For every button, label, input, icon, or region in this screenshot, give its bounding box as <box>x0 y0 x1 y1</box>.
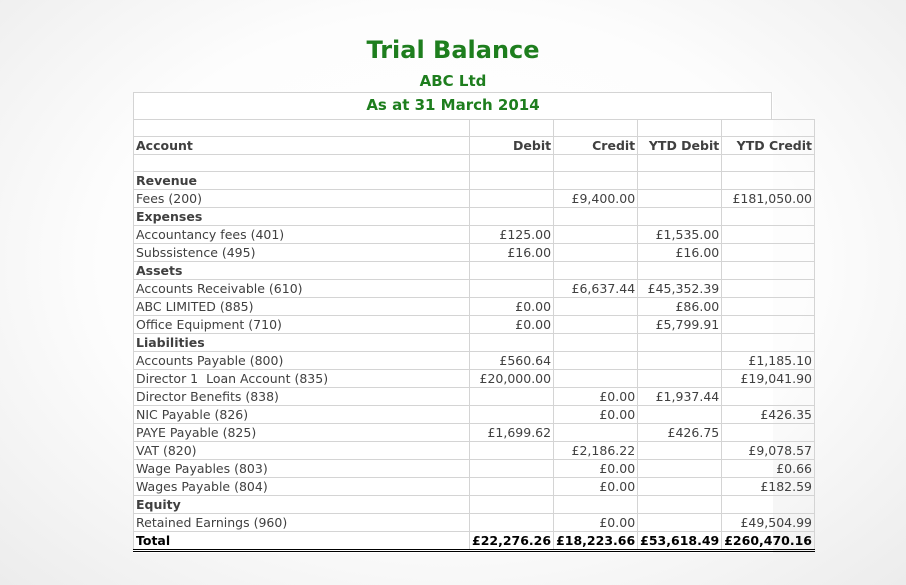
table-cell <box>722 208 815 226</box>
total-label: Total <box>134 532 470 551</box>
credit-cell <box>554 352 638 370</box>
ytd-credit-cell: £9,078.57 <box>722 442 815 460</box>
ytd-debit-cell <box>638 352 722 370</box>
account-cell: Accountancy fees (401) <box>134 226 470 244</box>
table-row <box>134 316 815 334</box>
credit-cell <box>554 424 638 442</box>
table-cell <box>554 172 638 190</box>
report-title: Trial Balance <box>366 36 540 64</box>
blank-row <box>134 155 815 172</box>
debit-cell: £560.64 <box>470 352 554 370</box>
section-heading: Expenses <box>134 208 470 226</box>
account-cell: NIC Payable (826) <box>134 406 470 424</box>
table-cell <box>554 334 638 352</box>
ytd-credit-cell: £182.59 <box>722 478 815 496</box>
report-period: As at 31 March 2014 <box>366 96 540 114</box>
credit-cell: £9,400.00 <box>554 190 638 208</box>
table-cell <box>470 120 554 137</box>
ytd-debit-cell: £1,535.00 <box>638 226 722 244</box>
ytd-debit-cell: £45,352.39 <box>638 280 722 298</box>
table-cell <box>638 496 722 514</box>
debit-cell <box>470 280 554 298</box>
total-credit: £18,223.66 <box>554 532 638 551</box>
table-cell <box>470 208 554 226</box>
table-row <box>134 406 815 424</box>
section-heading: Equity <box>134 496 470 514</box>
debit-cell: £1,699.62 <box>470 424 554 442</box>
section-row-expenses <box>134 208 815 226</box>
table-cell <box>554 262 638 280</box>
total-ytd-credit: £260,470.16 <box>722 532 815 551</box>
account-cell: Accounts Payable (800) <box>134 352 470 370</box>
section-row-revenue <box>134 172 815 190</box>
debit-cell <box>470 460 554 478</box>
ytd-credit-cell: £426.35 <box>722 406 815 424</box>
table-row <box>134 280 815 298</box>
ytd-credit-cell <box>722 226 815 244</box>
account-cell: Subssistence (495) <box>134 244 470 262</box>
section-row-liabilities <box>134 334 815 352</box>
section-row-equity <box>134 496 815 514</box>
debit-cell <box>470 190 554 208</box>
table-cell <box>554 120 638 137</box>
col-header-ytd-debit: YTD Debit <box>638 137 722 155</box>
credit-cell: £0.00 <box>554 460 638 478</box>
table-row <box>134 352 815 370</box>
total-debit: £22,276.26 <box>470 532 554 551</box>
ytd-credit-cell: £0.66 <box>722 460 815 478</box>
table-cell <box>638 334 722 352</box>
table-cell <box>722 120 815 137</box>
debit-cell: £0.00 <box>470 298 554 316</box>
section-heading: Assets <box>134 262 470 280</box>
account-cell: Fees (200) <box>134 190 470 208</box>
credit-cell <box>554 244 638 262</box>
account-cell: VAT (820) <box>134 442 470 460</box>
col-header-credit: Credit <box>554 137 638 155</box>
table-row <box>134 370 815 388</box>
total-row <box>134 532 815 551</box>
debit-cell <box>470 514 554 532</box>
debit-cell <box>470 478 554 496</box>
account-cell: Office Equipment (710) <box>134 316 470 334</box>
debit-cell: £125.00 <box>470 226 554 244</box>
debit-cell: £0.00 <box>470 316 554 334</box>
section-row-assets <box>134 262 815 280</box>
table-row <box>134 442 815 460</box>
credit-cell: £2,186.22 <box>554 442 638 460</box>
debit-cell <box>470 406 554 424</box>
total-ytd-debit: £53,618.49 <box>638 532 722 551</box>
credit-cell <box>554 370 638 388</box>
table-cell <box>134 155 470 172</box>
ytd-debit-cell: £1,937.44 <box>638 388 722 406</box>
ytd-credit-cell: £19,041.90 <box>722 370 815 388</box>
table-row <box>134 514 815 532</box>
table-cell <box>638 262 722 280</box>
ytd-credit-cell <box>722 244 815 262</box>
ytd-credit-cell <box>722 298 815 316</box>
ytd-credit-cell <box>722 316 815 334</box>
account-cell: Wage Payables (803) <box>134 460 470 478</box>
credit-cell: £6,637.44 <box>554 280 638 298</box>
ytd-debit-cell: £86.00 <box>638 298 722 316</box>
debit-cell <box>470 388 554 406</box>
table-cell <box>638 155 722 172</box>
table-row <box>134 388 815 406</box>
table-row <box>134 298 815 316</box>
table-cell <box>722 155 815 172</box>
table-cell <box>554 496 638 514</box>
table-cell <box>470 496 554 514</box>
table-row <box>134 424 815 442</box>
table-row <box>134 478 815 496</box>
table-cell <box>554 155 638 172</box>
table-row <box>134 226 815 244</box>
account-cell: Accounts Receivable (610) <box>134 280 470 298</box>
table-cell <box>638 208 722 226</box>
debit-cell <box>470 442 554 460</box>
account-cell: Director Benefits (838) <box>134 388 470 406</box>
credit-cell: £0.00 <box>554 406 638 424</box>
credit-cell: £0.00 <box>554 478 638 496</box>
section-heading: Liabilities <box>134 334 470 352</box>
table-cell <box>470 155 554 172</box>
table-row <box>134 190 815 208</box>
ytd-credit-cell <box>722 424 815 442</box>
col-header-debit: Debit <box>470 137 554 155</box>
blank-row <box>134 120 815 137</box>
ytd-debit-cell: £5,799.91 <box>638 316 722 334</box>
ytd-debit-cell <box>638 442 722 460</box>
ytd-debit-cell <box>638 370 722 388</box>
ytd-debit-cell: £426.75 <box>638 424 722 442</box>
account-cell: PAYE Payable (825) <box>134 424 470 442</box>
ytd-debit-cell <box>638 406 722 424</box>
ytd-credit-cell: £1,185.10 <box>722 352 815 370</box>
ytd-credit-cell: £181,050.00 <box>722 190 815 208</box>
ytd-debit-cell <box>638 514 722 532</box>
debit-cell: £16.00 <box>470 244 554 262</box>
ytd-credit-cell <box>722 280 815 298</box>
ytd-debit-cell <box>638 190 722 208</box>
table-cell <box>638 120 722 137</box>
table-cell <box>722 262 815 280</box>
debit-cell: £20,000.00 <box>470 370 554 388</box>
account-cell: ABC LIMITED (885) <box>134 298 470 316</box>
account-cell: Retained Earnings (960) <box>134 514 470 532</box>
company-name: ABC Ltd <box>419 72 487 90</box>
section-heading: Revenue <box>134 172 470 190</box>
account-cell: Director 1 Loan Account (835) <box>134 370 470 388</box>
ytd-credit-cell <box>722 388 815 406</box>
account-cell: Wages Payable (804) <box>134 478 470 496</box>
table-row <box>134 244 815 262</box>
credit-cell <box>554 226 638 244</box>
table-cell <box>722 496 815 514</box>
table-cell <box>134 120 470 137</box>
credit-cell <box>554 298 638 316</box>
table-cell <box>470 172 554 190</box>
table-cell <box>470 262 554 280</box>
ytd-debit-cell: £16.00 <box>638 244 722 262</box>
col-header-ytd-credit: YTD Credit <box>722 137 815 155</box>
credit-cell <box>554 316 638 334</box>
ytd-debit-cell <box>638 478 722 496</box>
table-cell <box>722 172 815 190</box>
credit-cell: £0.00 <box>554 388 638 406</box>
ytd-debit-cell <box>638 460 722 478</box>
table-cell <box>638 172 722 190</box>
table-cell <box>722 334 815 352</box>
col-header-account: Account <box>134 137 470 155</box>
ytd-credit-cell: £49,504.99 <box>722 514 815 532</box>
trial-balance-table <box>133 119 815 552</box>
table-row <box>134 460 815 478</box>
header-row <box>134 137 815 155</box>
credit-cell: £0.00 <box>554 514 638 532</box>
table-cell <box>470 334 554 352</box>
table-cell <box>554 208 638 226</box>
